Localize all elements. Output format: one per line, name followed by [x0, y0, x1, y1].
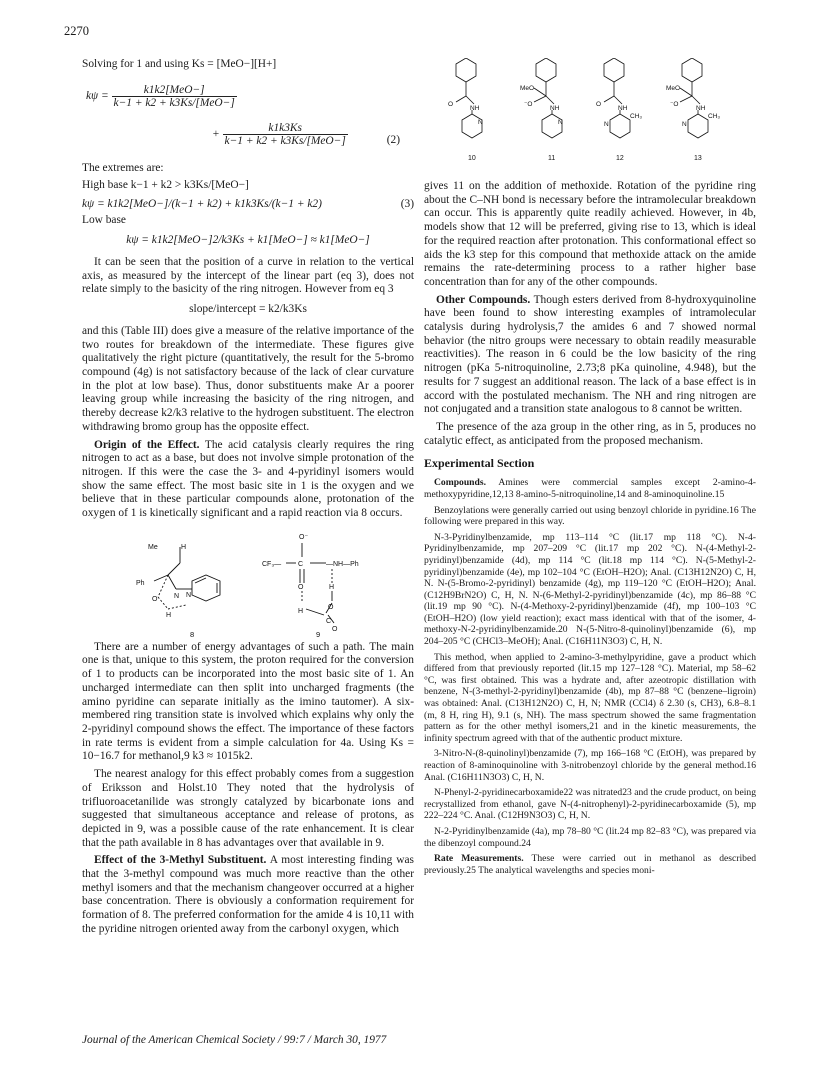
paragraph-curve-position: It can be seen that the position of a curve in relation to the vertical axis, as measured by the intercept of the linear part (eq 3), does not relate simply to the basicity of the ring nitrogen. However from eq 3 [82, 255, 414, 296]
svg-text:MeO: MeO [520, 85, 535, 92]
svg-text:NH: NH [550, 105, 560, 112]
paragraph-nearest-analogy: The nearest analogy for this effect probably comes from a suggestion of Eriksson and Holst.10 They noted that the hydrolysis of trifluoroacetanilide was strongly catalyzed by bicarbonate ions and suggested that simultaneous acceptance and release of protons, as depicted in 9, was a possible cause of the rate enhancement. It is clear that the path available in 8 has advantages over that available in 9. [82, 768, 414, 849]
experimental-section [424, 477, 756, 876]
left-column [82, 58, 414, 941]
svg-text:Ph: Ph [136, 579, 145, 587]
paragraph-table-iii: and this (Table III) does give a measure of the relative importance of the two routes for breakdown of the intermediate. These figures give qualitatively the right picture (quantitatively, the result for the 5-bromo compound (4g) is not satisfactory because of the lack of clear curvature in the plot at low base). Thus, donor substituents make Ar a poorer leaving group while increasing the basicity of the ring nitrogen, and thereby decrease k2/k3 relative to the hydrogen substituent. The electron withdrawing bromo group has the opposite effect. [82, 324, 414, 433]
structures-10-13-drawing [424, 58, 756, 180]
svg-text:H: H [181, 543, 187, 551]
equation-low-base: kψ = k1k2[MeO−]2/k3Ks + k1[MeO−] ≈ k1[MeO−] [126, 233, 370, 246]
journal-footer: Journal of the American Chemical Society / 99:7 / March 30, 1977 [82, 1034, 387, 1046]
page-number: 2270 [64, 24, 89, 38]
equation-2: kψ = $\frac{\text{k1k2[MeO−]}}{\text{k−1 + k2 + k3Ks/[MeO−]}}$ + $\frac{k1k3Ks}{\text{k−1 + k2 + k3Ks/[MeO−]}}$ (2) [86, 83, 400, 147]
compounds-heading: Compounds. [434, 477, 486, 489]
paragraph-other-compounds [424, 294, 756, 417]
svg-text:MeO: MeO [666, 85, 681, 92]
eq2-fraction-2 [223, 122, 348, 147]
svg-text:—NH—Ph: —NH—Ph [326, 560, 359, 568]
equation-3 [82, 197, 414, 212]
eq3-tag: (3) [400, 198, 414, 211]
svg-text:C: C [298, 560, 304, 568]
svg-text:O: O [332, 625, 338, 633]
svg-text:O: O [596, 101, 602, 108]
svg-text:CH₃: CH₃ [630, 113, 643, 120]
equation-slope-intercept: slope/intercept = k2/k3Ks [189, 302, 307, 315]
paragraph-nitro: 3-Nitro-N-(8-quinolinyl)benzamide (7), mp 166–168 °C (EtOH), was prepared by reaction of 8-aminoquinoline with 3-nitrobenzoyl chloride by the general method.16 Anal. (C16H11N3O3) C, H, N. [424, 748, 756, 783]
experimental-heading: Experimental Section [424, 456, 535, 471]
rate-heading: Rate Measurements. [434, 853, 524, 865]
paragraph-rate-measurements [424, 853, 756, 876]
svg-text:C: C [326, 617, 332, 625]
svg-text:N: N [558, 119, 563, 126]
eq2-denominator-1: k−1 + k2 + k3Ks/[MeO−] [113, 96, 235, 109]
paragraph-phenyl: N-Phenyl-2-pyridinecarboxamide22 was nitrated23 and the crude product, on being recrystallized from ethanol, gave N-(4-nitrophenyl)-2-pyridinecarboxamide (5), mp 222–224 °C. Anal. (C12H9N3O3) C, H, N. [424, 787, 756, 822]
high-base-label: High base k−1 + k2 > k3Ks/[MeO−] [82, 179, 249, 192]
extremes-label: The extremes are: [82, 161, 164, 174]
structure-12-label: 12 [616, 155, 624, 162]
structure-8-9-drawing [82, 525, 414, 641]
structure-13-label: 13 [694, 155, 702, 162]
eq3-text: kψ = k1k2[MeO−]/(k−1 + k2) + k1k3Ks/(k−1 + k2) [82, 198, 322, 211]
svg-text:O: O [448, 101, 454, 108]
structure-9-label: 9 [316, 629, 321, 639]
origin-heading: Origin of the Effect. [94, 438, 200, 451]
methyl-text: A most interesting finding was that the 3-methyl compound was much more reactive than the other methyl isomers and that the mechanism changeover occurred at a higher base concentration. There is obviously a conformation requirement for formation of 8. The preferred conformation for the amide 4 is 10,11 with the pyridine nitrogen oriented away from the carbonyl oxygen, which [82, 854, 414, 935]
paragraph-compounds [424, 477, 756, 500]
svg-text:H: H [329, 583, 335, 591]
low-base-label: Low base [82, 214, 126, 227]
svg-text:O: O [298, 583, 304, 591]
structure-10-label: 10 [468, 155, 476, 162]
svg-text:⁻O: ⁻O [670, 101, 679, 108]
svg-text:N: N [174, 592, 180, 600]
methyl-heading: Effect of the 3-Methyl Substituent. [94, 854, 267, 867]
svg-text:H: H [166, 611, 172, 619]
eq-intro: Solving for 1 and using Ks = [MeO−][H+] [82, 58, 277, 70]
paragraph-methyl-effect [82, 854, 414, 936]
svg-text:⁻O: ⁻O [524, 101, 533, 108]
svg-text:CH₃: CH₃ [708, 113, 721, 120]
svg-text:O: O [328, 603, 334, 611]
paragraph-benzoylations: Benzoylations were generally carried out using benzoyl chloride in pyridine.16 The following were prepared in this way. [424, 504, 756, 528]
structure-8-label: 8 [190, 629, 195, 639]
structure-11-label: 11 [548, 155, 556, 162]
right-column [424, 58, 756, 880]
svg-text:Me: Me [148, 543, 158, 551]
eq2-numerator-1: k1k2[MeO−] [112, 84, 237, 97]
other-compounds-text: Though esters derived from 8-hydroxyquinoline have been found to show interesting examples of intramolecular catalysis during hydrolysis,7 the amides 6 and 7 showed normal behavior (the nitro groups were necessary to obtain readily measurable reactivities). The reason in 6 could be the low basicity of the ring nitrogen (pKa 5-nitroquinoline, 2.73;8 pKa quinoline, 4.948), but the results for 7 suggest an additional reason. The lack of a base effect is in accord with the postulated mechanism. The NH and ring nitrogen are not conjugated and a transition state analogous to 8 cannot be written. [424, 293, 757, 416]
rate-text: These were carried out in methanol as described previously.25 The analytical wavelengths and species moni- [424, 853, 756, 876]
svg-text:O⁻: O⁻ [299, 533, 309, 541]
paragraph-method: This method, when applied to 2-amino-3-methylpyridine, gave a product which differed from that previously reported (lit.15 mp 127–128 °C). Material, mp 58–62 °C, was first obtained. This was a hydrate and, after azeotropic distillation with benzene, N-(3-methyl-2-pyridinyl)benzamide (4b), mp 87–88 °C (benzene–ligroin) was obtained: Anal. (C13H12N2O) C, H, N; NMR (CCl4) δ 2.30 (s, CH3), 6.8–8.1 (m, 8 H, ring H), 9.1 (s, NH). The mass spectrum showed the same fragmentation pattern as for the other methyl isomers,21 and in the kinetic measurements, the infinity spectrum agreed with that of the authentic product mixture. [424, 651, 756, 744]
structure-9 [286, 543, 334, 623]
structure-8 [154, 547, 220, 609]
paragraph-methoxide-addition: gives 11 on the addition of methoxide. Rotation of the pyridine ring about the C–NH bond is necessary before the intramolecular breakdown can occur. This is apparently quite readily achieved. However, in 4b, models show that 12 will be preferred, giving rise to 13, which is ideal for the required reaction after protonation. This conformational effect so aids the k3 step for this compound that methoxide attack on the amide remains the rate-determining process to a rather higher base concentration than for any of the other compounds. [424, 180, 756, 288]
paragraph-aza-group: The presence of the aza group in the other ring, as in 5, produces no catalytic effect, as anticipated from the proposed mechanism. [424, 420, 756, 447]
eq2-fraction-1 [112, 84, 237, 109]
origin-text: The acid catalysis clearly requires the ring nitrogen to act as a base, but does not involve simple protonation of the nitrogen. If this were the case the 3- and 4-pyridinyl isomers would show the same effect. The most basic site in 1 is the oxygen and we believe that in these particular compounds alone, protonation of the oxygen of 1 is kinetically significant and a rapid reaction via 8 occurs. [82, 438, 414, 520]
eq2-tag: (2) [386, 133, 400, 146]
svg-text:N: N [682, 121, 687, 128]
structures-10-13 [424, 58, 756, 180]
paragraph-origin-effect [82, 439, 414, 521]
svg-text:NH: NH [470, 105, 480, 112]
eq2-lhs: kψ = [86, 89, 109, 102]
svg-text:N: N [186, 591, 192, 599]
eq2-denominator-2: k−1 + k2 + k3Ks/[MeO−] [224, 134, 346, 147]
paragraph-energy-advantages: There are a number of energy advantages of such a path. The main one is that, unique to this system, the proton required for the conversion of 1 to products can be incorporated into the most basic site of 1. An uncharged intermediate can then split into uncharged fragments (the amino pyridine can separate initially as the imino tautomer). A six-membered ring transition state is involved which explains why only the 2-pyridinyl compound shows the effect. The importance of these factors in rate terms is evident from a simple calculation for 4a. Using Ks = 10−16.7 for methanol,9 k3 ≈ 1015k2. [82, 640, 414, 763]
svg-text:NH: NH [618, 105, 628, 112]
svg-text:N: N [478, 119, 483, 126]
other-compounds-heading: Other Compounds. [436, 293, 531, 306]
svg-text:H: H [298, 607, 304, 615]
structures-8-9 [82, 525, 414, 641]
svg-text:CF₃—: CF₃— [262, 560, 282, 568]
eq2-numerator-2: k1k3Ks [223, 122, 348, 135]
paragraph-pyridinyl: N-2-Pyridinylbenzamide (4a), mp 78–80 °C (lit.24 mp 82–83 °C), was prepared via the dibenzoyl compound.24 [424, 825, 756, 849]
svg-text:NH: NH [696, 105, 706, 112]
svg-text:O: O [152, 595, 158, 603]
svg-text:N: N [604, 121, 609, 128]
compounds-text: Amines were commercial samples except 2-amino-4-methoxypyridine,12,13 8-amino-5-nitroquinoline,14 and 8-aminoquinoline.15 [424, 477, 756, 500]
paragraph-preparations: N-3-Pyridinylbenzamide, mp 113–114 °C (lit.17 mp 118 °C). N-4-Pyridinylbenzamide, mp 207–209 °C (lit.17 mp 202 °C). N-(4-Methyl-2-pyridinyl)benzamide (4d), mp 114 °C (lit.18 mp 114 °C). N-(5-Methyl-2-pyridinyl)benzamide (4e), mp 102–104 °C (EtOH–H2O); Anal. (C13H12N2O) C, H, N. N-(5-Bromo-2-pyridinyl) benzamide (4g), mp 119–120 °C (EtOH–H2O); Anal. (C12H9BrN2O) C, H, N. N-(6-Methyl-2-pyridinyl)benzamide (4c), mp 86–88 °C (lit.19 mp 90 °C). N-(4-Methoxy-2-pyridinyl)benzamide (4f), mp 100–103 °C (EtOH–H2O) (low yield reaction); exact mass identical with that of the isomer, 4-methoxy-N-2-pyridinylbenzamide.20 N-(5-Nitro-8-quinolinyl)benzamide (6), mp 204–205 °C (CHCl3–MeOH); Anal. (C16H11N3O3) C, H, N. [424, 531, 756, 648]
